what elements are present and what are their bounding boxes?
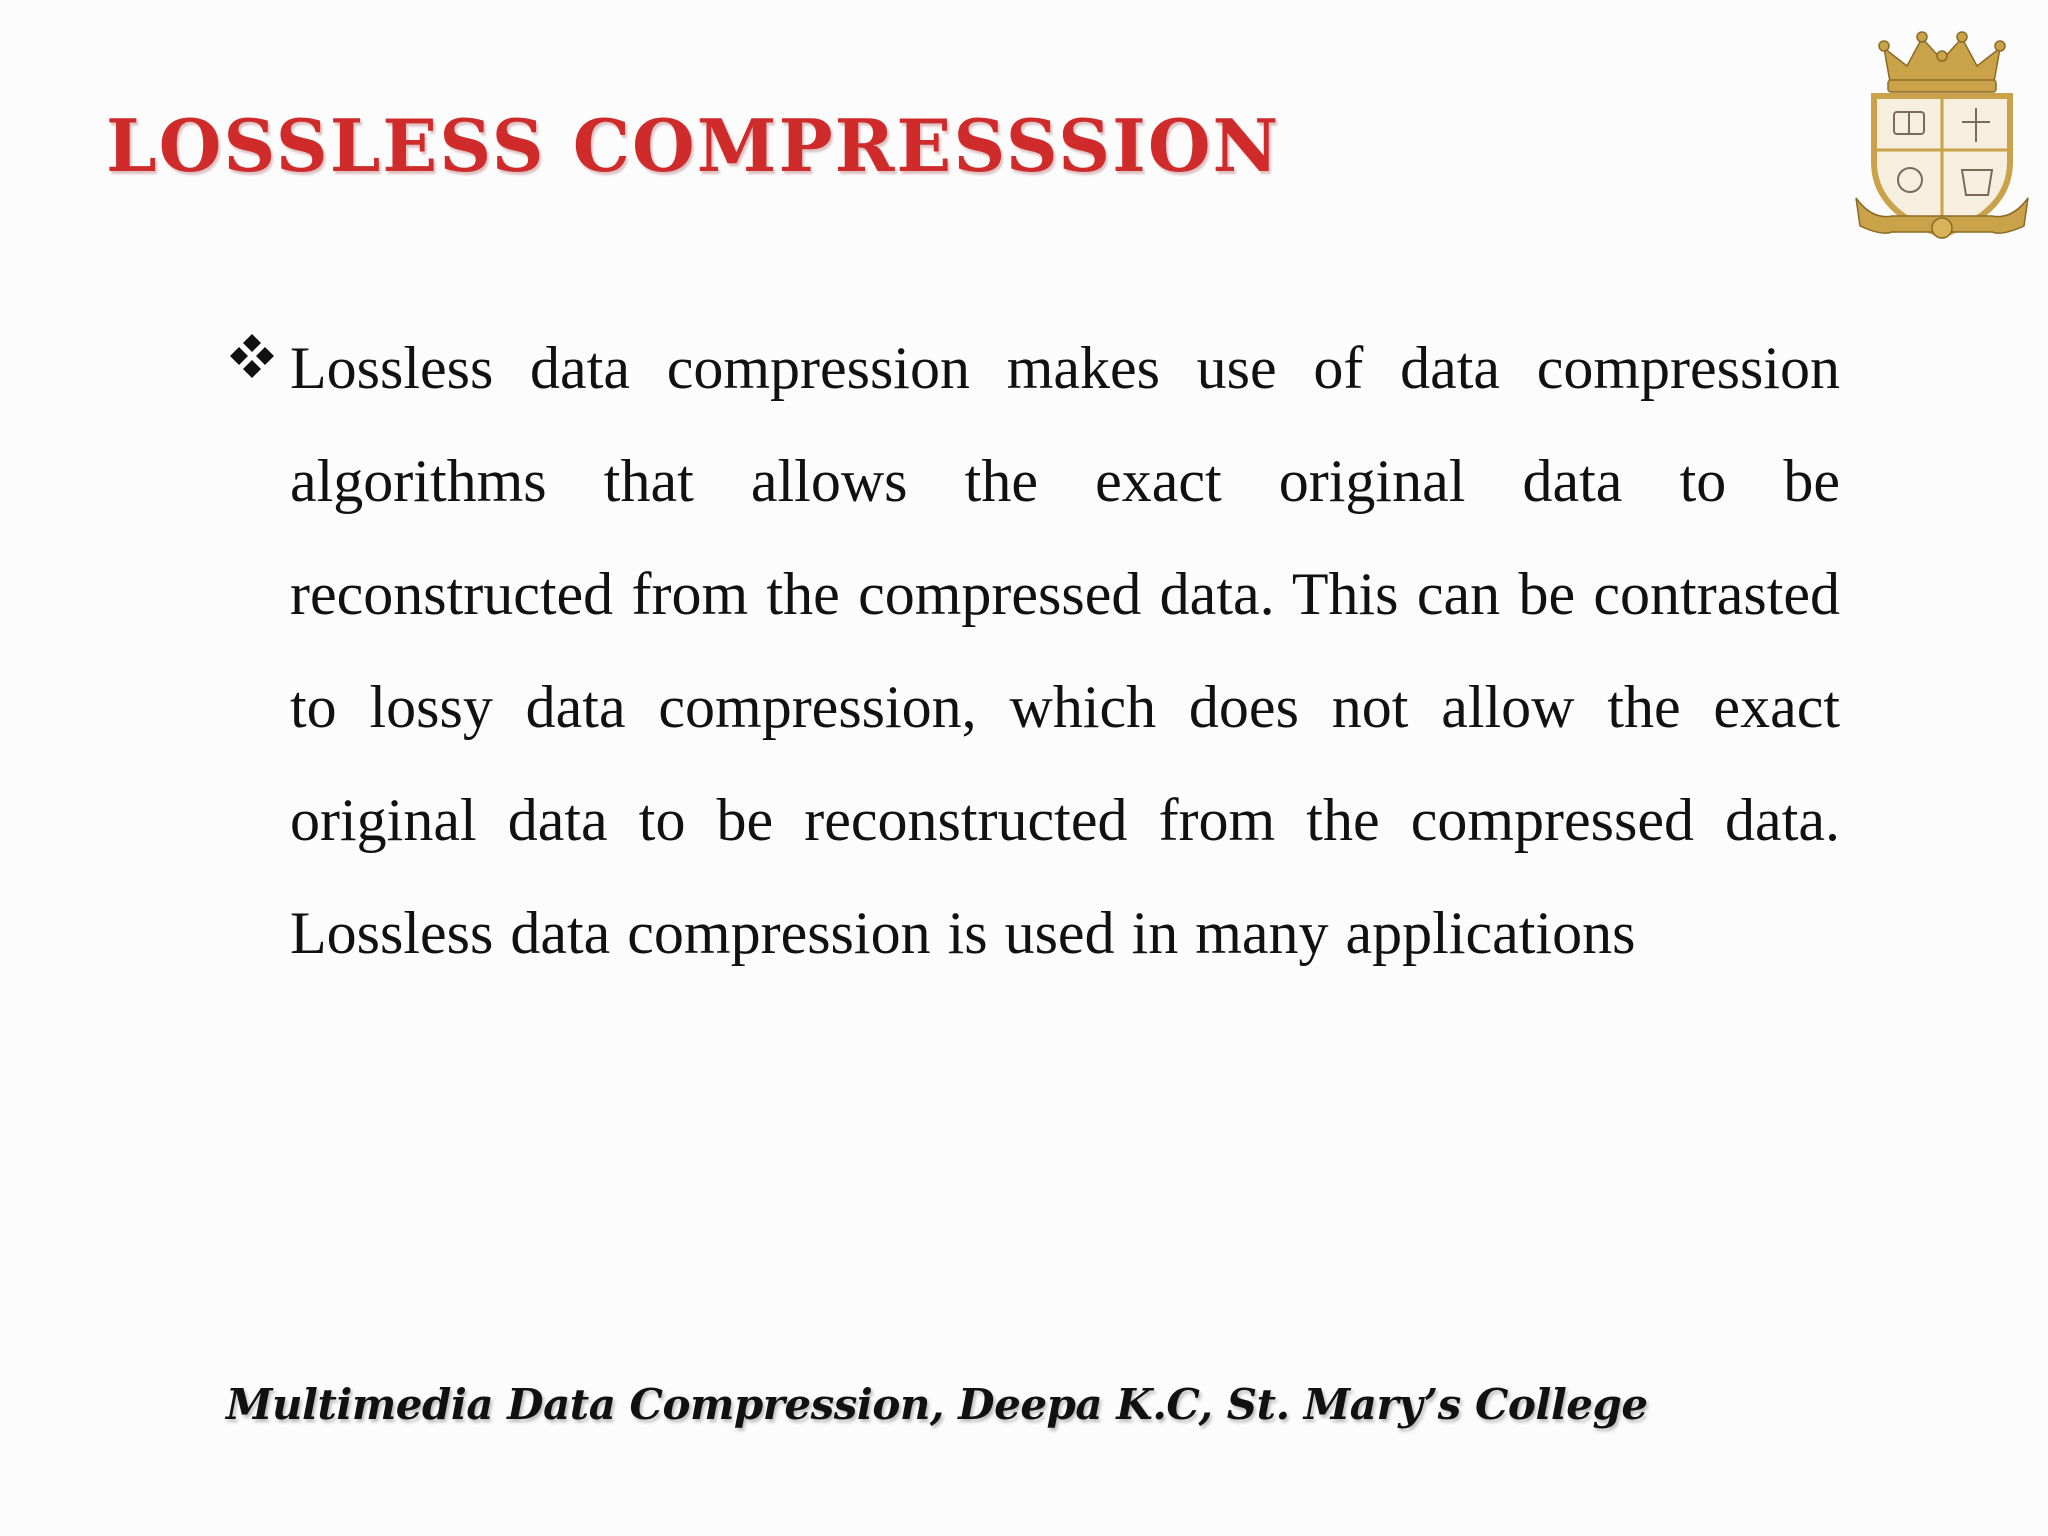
bullet-item — [228, 312, 1840, 990]
four-diamond-bullet-icon — [228, 332, 276, 380]
slide-footer: Multimedia Data Compression, Deepa K.C, St. Mary’s College — [226, 1380, 1648, 1429]
bullet-text: Lossless data compression makes use of data compression algorithms that allows the exact original data to be reconstructed from the compressed data. This can be contrasted to lossy data compression, which does not allow the exact original data to be reconstructed from the compressed data. Lossless data compression is used in many applications — [290, 335, 1840, 966]
college-crest-logo — [1852, 30, 2032, 245]
slide-title: LOSSLESS COMPRESSSION — [106, 103, 1281, 188]
